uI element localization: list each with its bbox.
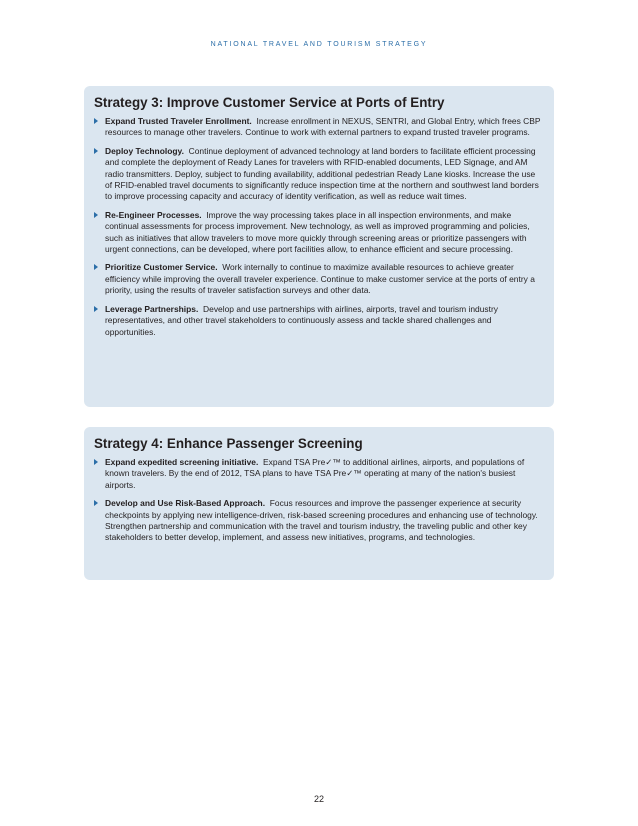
strategy-3-box <box>84 86 554 407</box>
strategy-4-title: Strategy 4: Enhance Passenger Screening <box>94 436 363 451</box>
item-lead: Deploy Technology. <box>105 145 184 156</box>
bullet-arrow-icon <box>94 306 98 312</box>
item-text: Develop and use partnerships with airlines, airports, travel and tourism industry representatives, and other travel stakeholders to continuously assess and tackle shared challenges and opportunities. <box>105 303 499 337</box>
list-item <box>94 146 544 203</box>
item-text: Continue deployment of advanced technology at land borders to facilitate efficient processing and complete the deployment of Ready Lanes for travelers with RFID-enabled documents, LED Signage, and AM radio transmitters. Deploy, subject to funding availability, additional pedestrian Ready Lane kiosks. Increase the use of RFID-enabled travel documents to significantly reduce inspection time at the northern and southwest land borders to improve processing capacity and accuracy of identity verification, as well as reduce wait times. <box>105 145 539 202</box>
item-text: Improve the way processing takes place in all inspection environments, and make continual assessments for process improvement. New technology, as well as improved programming and policies, such as initiatives that allow travelers to move more quickly through screening areas or prioritize passengers with urgent connections, can be developed, where port facilities allow, to enhance efficient and secure processing. <box>105 209 530 255</box>
item-lead: Re-Engineer Processes. <box>105 209 202 220</box>
bullet-arrow-icon <box>94 264 98 270</box>
list-item <box>94 116 544 139</box>
item-text: Expand TSA Pre✓™ to additional airlines, airports, and populations of known travelers. By the end of 2012, TSA plans to have TSA Pre✓™ operating at many of the nation's busiest airports. <box>105 457 525 490</box>
bullet-arrow-icon <box>94 148 98 154</box>
running-header: NATIONAL TRAVEL AND TOURISM STRATEGY <box>210 41 428 48</box>
item-text: Increase enrollment in NEXUS, SENTRI, and Global Entry, which frees CBP resources to manage other travelers. Continue to work with external partners to expand trusted traveler programs. <box>105 116 541 138</box>
item-text: Work internally to continue to maximize available resources to achieve greater efficiency while improving the overall traveler experience. Continue to make customer service at the ports of entry a priority, using the results of traveler satisfaction surveys and other data. <box>105 262 535 296</box>
page-number: 22 <box>313 794 324 804</box>
item-text: Focus resources and improve the passenger experience at security checkpoints by applying new intelligence-driven, risk-based screening procedures and enhancing use of technology. Strengthen partnership and communication with the travel and tourism industry, the traveling public and other key stakeholders to better develop, implement, and assess new initiatives, programs, and technologies. <box>105 498 538 543</box>
item-lead: Develop and Use Risk-Based Approach. <box>105 498 266 509</box>
bullet-arrow-icon <box>94 459 98 465</box>
item-lead: Prioritize Customer Service. <box>105 262 218 273</box>
list-item <box>94 262 544 296</box>
bullet-arrow-icon <box>94 118 98 124</box>
list-item <box>94 304 544 338</box>
bullet-arrow-icon <box>94 500 98 506</box>
list-item <box>94 210 544 256</box>
item-lead: Leverage Partnerships. <box>105 303 199 314</box>
item-lead: Expand expedited screening initiative. <box>105 457 259 467</box>
list-item <box>94 457 544 491</box>
list-item <box>94 498 544 544</box>
item-lead: Expand Trusted Traveler Enrollment. <box>105 116 252 126</box>
bullet-arrow-icon <box>94 212 98 218</box>
strategy-3-title: Strategy 3: Improve Customer Service at Ports of Entry <box>94 95 445 110</box>
strategy-4-box <box>84 427 554 580</box>
